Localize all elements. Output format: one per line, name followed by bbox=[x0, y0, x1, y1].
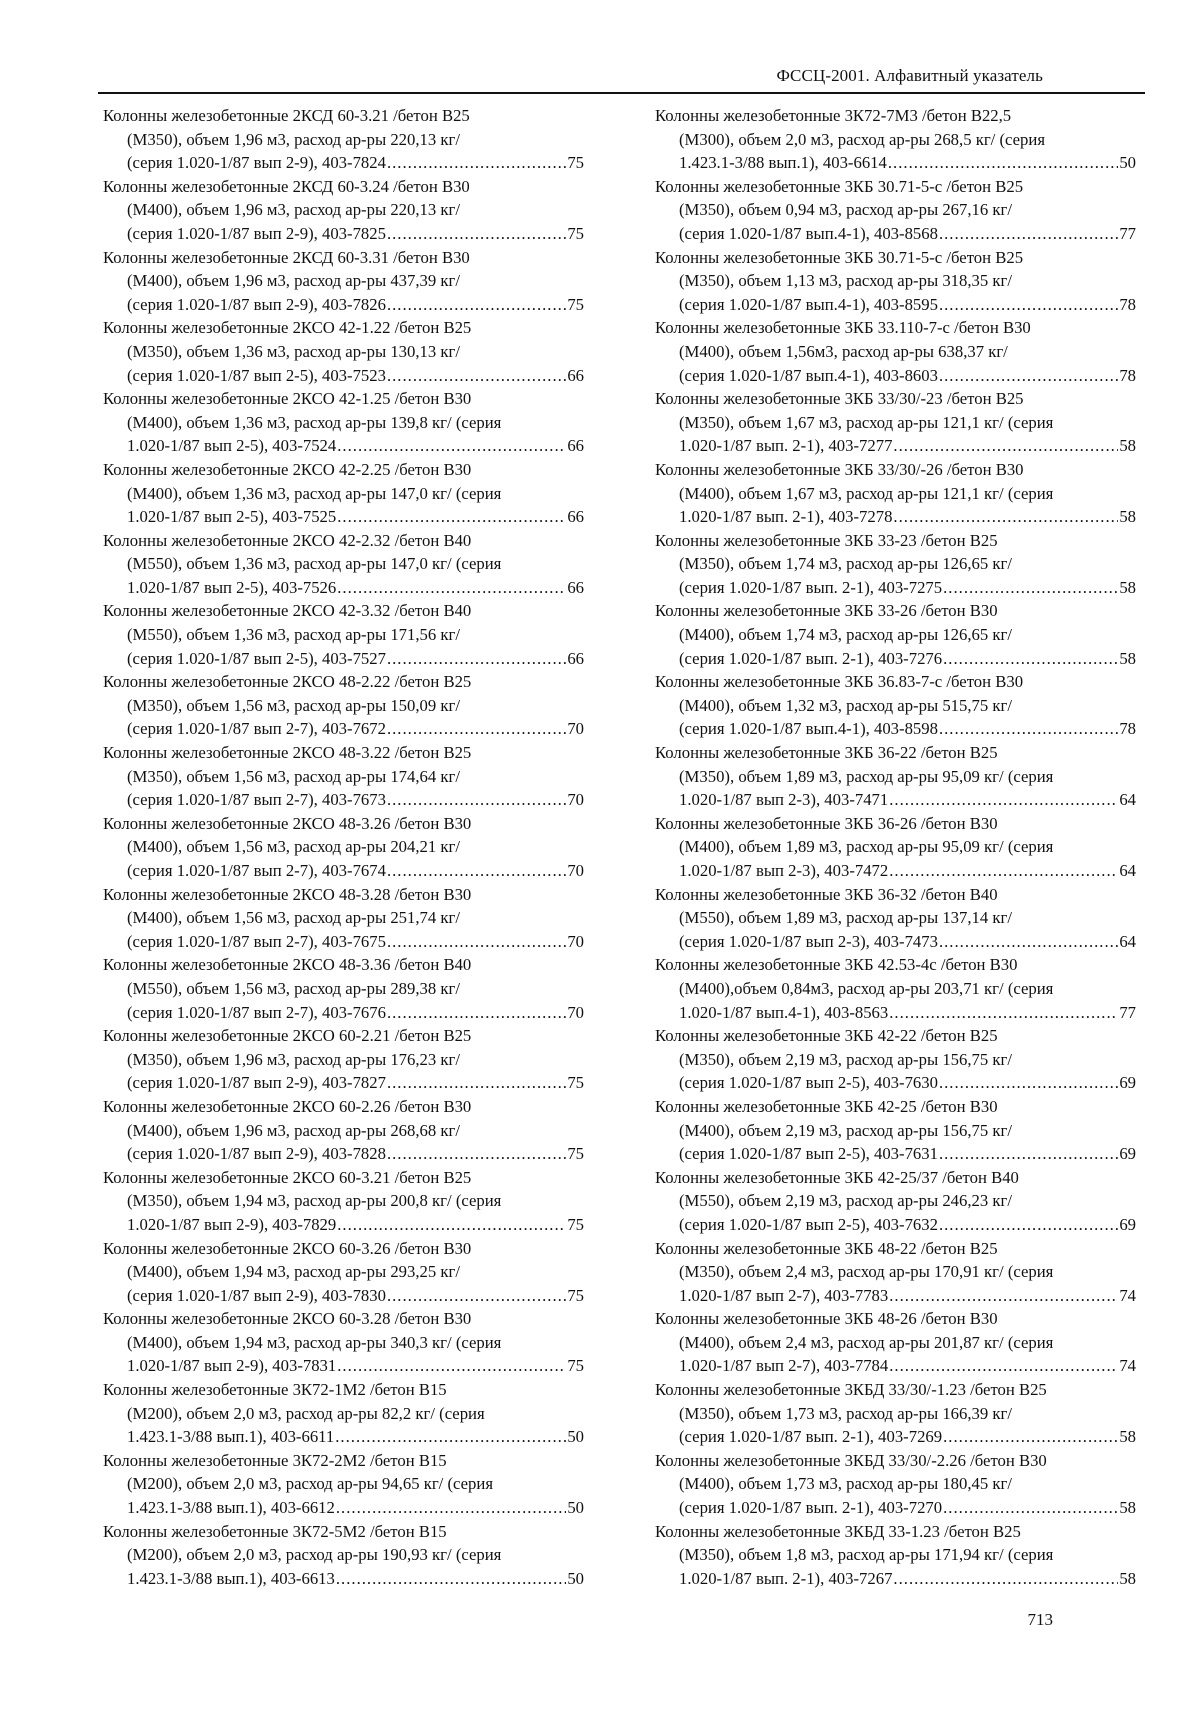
entry-line: (М400), объем 1,32 м3, расход ар-ры 515,75 кг/ bbox=[679, 695, 1012, 715]
dot-leader bbox=[387, 647, 566, 671]
entry-line: (М400), объем 1,56 м3, расход ар-ры 204,21 кг/ bbox=[127, 837, 460, 857]
index-entry bbox=[103, 1307, 584, 1378]
dot-leader bbox=[387, 151, 566, 175]
index-entry bbox=[103, 246, 584, 317]
dot-leader bbox=[337, 505, 566, 529]
entry-reference: 1.020-1/87 вып. 2-1), 403-7277 bbox=[679, 436, 893, 456]
entry-line: Колонны железобетонные 3КБ 36-26 /бетон В30 bbox=[655, 813, 998, 833]
entry-page-number: 58 bbox=[1119, 507, 1136, 527]
entry-last-line bbox=[655, 1284, 1136, 1308]
entry-line: (М200), объем 2,0 м3, расход ар-ры 190,93 кг/ (серия bbox=[127, 1545, 502, 1565]
entry-line: Колонны железобетонные 2КСО 42-1.22 /бетон В25 bbox=[103, 318, 472, 338]
entry-last-line bbox=[655, 576, 1136, 600]
entry-reference: (серия 1.020-1/87 вып 2-7), 403-7672 bbox=[127, 719, 386, 739]
entry-reference: (серия 1.020-1/87 вып 2-7), 403-7673 bbox=[127, 790, 386, 810]
entry-line: (М400), объем 1,56 м3, расход ар-ры 251,74 кг/ bbox=[127, 908, 460, 928]
dot-leader bbox=[939, 293, 1118, 317]
entry-page-number: 74 bbox=[1119, 1285, 1136, 1305]
index-entry bbox=[655, 599, 1136, 670]
entry-line: (М350), объем 1,96 м3, расход ар-ры 176,23 кг/ bbox=[127, 1049, 460, 1069]
entry-last-line bbox=[103, 1142, 584, 1166]
entry-page-number: 78 bbox=[1119, 719, 1136, 739]
entry-last-line bbox=[655, 151, 1136, 175]
dot-leader bbox=[387, 364, 566, 388]
entry-page-number: 78 bbox=[1119, 365, 1136, 385]
entry-reference: (серия 1.020-1/87 вып. 2-1), 403-7275 bbox=[679, 577, 943, 597]
entry-line: (М300), объем 2,0 м3, расход ар-ры 268,5 кг/ (серия bbox=[679, 129, 1045, 149]
entry-last-line bbox=[103, 1354, 584, 1378]
entry-line: Колонны железобетонные 2КСД 60-3.31 /бетон В30 bbox=[103, 247, 470, 267]
entry-line: Колонны железобетонные 3КБ 36-22 /бетон В25 bbox=[655, 743, 998, 763]
entry-last-line bbox=[103, 1071, 584, 1095]
dot-leader bbox=[889, 859, 1118, 883]
dot-leader bbox=[387, 222, 566, 246]
entry-reference: (серия 1.020-1/87 вып 2-5), 403-7631 bbox=[679, 1144, 938, 1164]
entry-line: Колонны железобетонные 3К72-7М3 /бетон В22,5 bbox=[655, 106, 1012, 125]
dot-leader bbox=[939, 1213, 1118, 1237]
dot-leader bbox=[387, 1001, 566, 1025]
entry-last-line bbox=[103, 788, 584, 812]
entry-line: (М400), объем 1,96 м3, расход ар-ры 220,13 кг/ bbox=[127, 200, 460, 220]
entry-page-number: 70 bbox=[567, 931, 584, 951]
dot-leader bbox=[387, 1071, 566, 1095]
entry-line: (М350), объем 1,56 м3, расход ар-ры 174,64 кг/ bbox=[127, 766, 460, 786]
dot-leader bbox=[387, 293, 566, 317]
entry-page-number: 70 bbox=[567, 861, 584, 880]
entry-line: (М550), объем 1,89 м3, расход ар-ры 137,14 кг/ bbox=[679, 908, 1012, 928]
entry-reference: (серия 1.020-1/87 вып 2-7), 403-7675 bbox=[127, 931, 386, 951]
entry-last-line bbox=[103, 1284, 584, 1308]
index-entry bbox=[655, 1307, 1136, 1378]
entry-line: (М400), объем 1,96 м3, расход ар-ры 268,68 кг/ bbox=[127, 1120, 460, 1140]
entry-line: Колонны железобетонные 2КСО 60-3.26 /бетон В30 bbox=[103, 1238, 472, 1258]
entry-page-number: 50 bbox=[567, 1427, 584, 1447]
entry-last-line bbox=[103, 505, 584, 529]
entry-line: Колонны железобетонные 2КСО 42-2.25 /бетон В30 bbox=[103, 459, 472, 479]
entry-page-number: 69 bbox=[1119, 1144, 1136, 1164]
entry-page-number: 66 bbox=[567, 577, 584, 597]
dot-leader bbox=[939, 222, 1118, 246]
entry-reference: 1.423.1-3/88 вып.1), 403-6613 bbox=[127, 1568, 335, 1588]
index-entry bbox=[655, 1166, 1136, 1237]
entry-line: Колонны железобетонные 2КСО 48-3.28 /бетон В30 bbox=[103, 884, 472, 904]
entry-line: (М200), объем 2,0 м3, расход ар-ры 82,2 кг/ (серия bbox=[127, 1403, 485, 1423]
index-entry bbox=[103, 104, 584, 175]
index-entry bbox=[103, 1166, 584, 1237]
entry-last-line bbox=[103, 1213, 584, 1237]
entry-line: Колонны железобетонные 3КБД 33/30/-1.23 /бетон В25 bbox=[655, 1380, 1047, 1400]
entry-last-line bbox=[655, 293, 1136, 317]
entry-page-number: 75 bbox=[567, 294, 584, 314]
entry-line: (М400), объем 2,4 м3, расход ар-ры 201,87 кг/ (серия bbox=[679, 1332, 1054, 1352]
entry-reference: 1.020-1/87 вып. 2-1), 403-7278 bbox=[679, 507, 893, 527]
index-entry bbox=[655, 387, 1136, 458]
entry-line: (М350), объем 1,56 м3, расход ар-ры 150,09 кг/ bbox=[127, 695, 460, 715]
entry-reference: (серия 1.020-1/87 вып 2-5), 403-7630 bbox=[679, 1073, 938, 1093]
dot-leader bbox=[943, 576, 1118, 600]
dot-leader bbox=[387, 717, 566, 741]
dot-leader bbox=[889, 1284, 1118, 1308]
entry-line: (М550), объем 2,19 м3, расход ар-ры 246,23 кг/ bbox=[679, 1191, 1012, 1211]
entry-line: Колонны железобетонные 3КБ 42-25 /бетон В30 bbox=[655, 1096, 998, 1116]
entry-line: (М400), объем 2,19 м3, расход ар-ры 156,75 кг/ bbox=[679, 1120, 1012, 1140]
entry-last-line bbox=[655, 505, 1136, 529]
index-entry bbox=[103, 175, 584, 246]
entry-line: (М400), объем 1,94 м3, расход ар-ры 340,3 кг/ (серия bbox=[127, 1332, 502, 1352]
entry-reference: 1.020-1/87 вып 2-3), 403-7472 bbox=[679, 861, 889, 880]
entry-line: (М350), объем 1,8 м3, расход ар-ры 171,94 кг/ (серия bbox=[679, 1545, 1054, 1565]
left-column bbox=[103, 104, 584, 1590]
entry-reference: (серия 1.020-1/87 вып 2-7), 403-7674 bbox=[127, 861, 386, 880]
entry-page-number: 50 bbox=[567, 1498, 584, 1518]
index-entry bbox=[655, 1378, 1136, 1449]
index-entry bbox=[655, 812, 1136, 883]
entry-reference: (серия 1.020-1/87 вып 2-9), 403-7827 bbox=[127, 1073, 386, 1093]
entry-last-line bbox=[655, 1001, 1136, 1025]
entry-reference: (серия 1.020-1/87 вып.4-1), 403-8598 bbox=[679, 719, 938, 739]
entry-last-line bbox=[655, 1071, 1136, 1095]
dot-leader bbox=[888, 151, 1118, 175]
index-entry bbox=[103, 1095, 584, 1166]
entry-reference: 1.020-1/87 вып 2-5), 403-7526 bbox=[127, 577, 337, 597]
entry-line: (М350), объем 1,67 м3, расход ар-ры 121,1 кг/ (серия bbox=[679, 412, 1054, 432]
entry-page-number: 50 bbox=[567, 1568, 584, 1588]
entry-page-number: 66 bbox=[567, 648, 584, 668]
entry-line: Колонны железобетонные 2КСО 42-3.32 /бетон В40 bbox=[103, 601, 472, 621]
entry-last-line bbox=[103, 222, 584, 246]
entry-last-line bbox=[655, 859, 1136, 883]
entry-line: Колонны железобетонные 3КБ 33/30/-23 /бетон В25 bbox=[655, 389, 1024, 409]
entry-page-number: 69 bbox=[1119, 1073, 1136, 1093]
index-entry bbox=[103, 316, 584, 387]
entry-line: (М350), объем 1,73 м3, расход ар-ры 166,39 кг/ bbox=[679, 1403, 1012, 1423]
entry-line: Колонны железобетонные 3КБ 48-26 /бетон В30 bbox=[655, 1309, 998, 1329]
entry-line: (М200), объем 2,0 м3, расход ар-ры 94,65 кг/ (серия bbox=[127, 1474, 493, 1494]
entry-line: (М400), объем 1,67 м3, расход ар-ры 121,1 кг/ (серия bbox=[679, 483, 1054, 503]
entry-last-line bbox=[103, 1001, 584, 1025]
entry-reference: (серия 1.020-1/87 вып.4-1), 403-8568 bbox=[679, 223, 938, 243]
entry-page-number: 70 bbox=[567, 790, 584, 810]
entry-reference: (серия 1.020-1/87 вып.4-1), 403-8603 bbox=[679, 365, 938, 385]
entry-page-number: 50 bbox=[1119, 153, 1136, 173]
entry-line: Колонны железобетонные 3КБ 30.71-5-с /бетон В25 bbox=[655, 247, 1024, 267]
dot-leader bbox=[337, 1213, 566, 1237]
header-title: ФССЦ-2001. Алфавитный указатель bbox=[776, 66, 1043, 85]
entry-reference: 1.020-1/87 вып 2-5), 403-7524 bbox=[127, 436, 337, 456]
entry-last-line bbox=[103, 647, 584, 671]
entry-line: Колонны железобетонные 2КСО 42-2.32 /бетон В40 bbox=[103, 530, 472, 550]
dot-leader bbox=[335, 1425, 566, 1449]
index-entry bbox=[655, 1237, 1136, 1308]
entry-line: (М550), объем 1,36 м3, расход ар-ры 171,56 кг/ bbox=[127, 625, 460, 645]
index-entry bbox=[103, 741, 584, 812]
entry-last-line bbox=[103, 859, 584, 883]
dot-leader bbox=[939, 1071, 1118, 1095]
entry-reference: (серия 1.020-1/87 вып. 2-1), 403-7269 bbox=[679, 1427, 943, 1447]
entry-reference: (серия 1.020-1/87 вып 2-9), 403-7830 bbox=[127, 1285, 386, 1305]
dot-leader bbox=[889, 788, 1118, 812]
index-entry bbox=[103, 1024, 584, 1095]
entry-line: (М350), объем 1,96 м3, расход ар-ры 220,13 кг/ bbox=[127, 129, 460, 149]
index-entry bbox=[655, 1520, 1136, 1591]
dot-leader bbox=[337, 1354, 566, 1378]
index-entry bbox=[655, 246, 1136, 317]
entry-page-number: 75 bbox=[567, 1285, 584, 1305]
dot-leader bbox=[943, 1425, 1118, 1449]
entry-reference: 1.423.1-3/88 вып.1), 403-6614 bbox=[679, 153, 887, 173]
entry-page-number: 70 bbox=[567, 1002, 584, 1022]
entry-line: (М400), объем 1,36 м3, расход ар-ры 147,0 кг/ (серия bbox=[127, 483, 502, 503]
entry-line: Колонны железобетонные 3КБД 33/30/-2.26 /бетон В30 bbox=[655, 1450, 1047, 1470]
entry-line: Колонны железобетонные 2КСО 48-3.36 /бетон В40 bbox=[103, 955, 472, 975]
entry-line: (М400), объем 1,56м3, расход ар-ры 638,37 кг/ bbox=[679, 341, 1008, 361]
entry-reference: (серия 1.020-1/87 вып 2-5), 403-7632 bbox=[679, 1214, 938, 1234]
entry-last-line bbox=[655, 1425, 1136, 1449]
index-entry bbox=[103, 883, 584, 954]
entry-reference: 1.020-1/87 вып. 2-1), 403-7267 bbox=[679, 1568, 893, 1588]
entry-last-line bbox=[103, 576, 584, 600]
index-entry bbox=[655, 1449, 1136, 1520]
entry-page-number: 64 bbox=[1119, 790, 1136, 810]
entry-reference: 1.020-1/87 вып 2-5), 403-7525 bbox=[127, 507, 337, 527]
entry-last-line bbox=[103, 151, 584, 175]
index-entry bbox=[103, 529, 584, 600]
entry-page-number: 75 bbox=[567, 1073, 584, 1093]
entry-page-number: 75 bbox=[567, 1214, 584, 1234]
entry-line: (М350), объем 1,94 м3, расход ар-ры 200,8 кг/ (серия bbox=[127, 1191, 502, 1211]
entry-page-number: 66 bbox=[567, 507, 584, 527]
entry-line: Колонны железобетонные 3КБ 33/30/-26 /бетон В30 bbox=[655, 459, 1024, 479]
index-entry bbox=[655, 1095, 1136, 1166]
entry-page-number: 75 bbox=[567, 1144, 584, 1164]
entry-line: (М350), объем 2,19 м3, расход ар-ры 156,75 кг/ bbox=[679, 1049, 1012, 1069]
entry-line: (М350), объем 1,74 м3, расход ар-ры 126,65 кг/ bbox=[679, 554, 1012, 574]
entry-line: Колонны железобетонные 2КСО 60-3.21 /бетон В25 bbox=[103, 1167, 472, 1187]
entry-line: (М400), объем 1,73 м3, расход ар-ры 180,45 кг/ bbox=[679, 1474, 1012, 1494]
entry-last-line bbox=[103, 1567, 584, 1591]
entry-line: (М400), объем 1,74 м3, расход ар-ры 126,65 кг/ bbox=[679, 625, 1012, 645]
entry-page-number: 58 bbox=[1119, 577, 1136, 597]
entry-reference: 1.020-1/87 вып 2-3), 403-7471 bbox=[679, 790, 889, 810]
dot-leader bbox=[336, 1567, 566, 1591]
index-entry bbox=[103, 387, 584, 458]
entry-line: Колонны железобетонные 3КБ 33.110-7-с /бетон В30 bbox=[655, 318, 1031, 338]
entry-last-line bbox=[655, 647, 1136, 671]
entry-line: (М350), объем 1,89 м3, расход ар-ры 95,09 кг/ (серия bbox=[679, 766, 1054, 786]
entry-page-number: 77 bbox=[1119, 223, 1136, 243]
entry-line: Колонны железобетонные 3КБ 42.53-4с /бетон В30 bbox=[655, 955, 1018, 975]
dot-leader bbox=[943, 1496, 1118, 1520]
entry-line: Колонны железобетонные 2КСО 60-2.21 /бетон В25 bbox=[103, 1026, 472, 1046]
dot-leader bbox=[943, 647, 1118, 671]
entry-line: Колонны железобетонные 3КБ 30.71-5-с /бетон В25 bbox=[655, 176, 1024, 196]
entry-line: Колонны железобетонные 3КБ 33-26 /бетон В30 bbox=[655, 601, 998, 621]
entry-last-line bbox=[655, 930, 1136, 954]
entry-reference: (серия 1.020-1/87 вып 2-9), 403-7826 bbox=[127, 294, 386, 314]
entry-line: Колонны железобетонные 2КСД 60-3.24 /бетон В30 bbox=[103, 176, 470, 196]
entry-page-number: 75 bbox=[567, 223, 584, 243]
entry-last-line bbox=[103, 717, 584, 741]
dot-leader bbox=[893, 1567, 1118, 1591]
entry-page-number: 64 bbox=[1119, 931, 1136, 951]
index-entry bbox=[103, 670, 584, 741]
entry-last-line bbox=[655, 1213, 1136, 1237]
page-number: 713 bbox=[1027, 1610, 1053, 1629]
entry-page-number: 58 bbox=[1119, 436, 1136, 456]
entry-page-number: 78 bbox=[1119, 294, 1136, 314]
entry-line: Колонны железобетонные 3К72-5М2 /бетон В15 bbox=[103, 1521, 447, 1541]
index-entry bbox=[655, 529, 1136, 600]
entry-line: Колонны железобетонные 3КБ 36-32 /бетон В40 bbox=[655, 884, 998, 904]
entry-page-number: 58 bbox=[1119, 1427, 1136, 1447]
entry-reference: 1.020-1/87 вып 2-9), 403-7829 bbox=[127, 1214, 337, 1234]
index-entry bbox=[103, 812, 584, 883]
entry-page-number: 64 bbox=[1119, 861, 1136, 880]
header-rule bbox=[98, 92, 1145, 94]
dot-leader bbox=[387, 1142, 566, 1166]
index-entry bbox=[103, 1237, 584, 1308]
entry-last-line bbox=[655, 788, 1136, 812]
entry-line: Колонны железобетонные 3К72-1М2 /бетон В15 bbox=[103, 1380, 447, 1400]
index-entry bbox=[103, 599, 584, 670]
entry-last-line bbox=[655, 364, 1136, 388]
dot-leader bbox=[387, 788, 566, 812]
entry-line: (М400), объем 1,96 м3, расход ар-ры 437,39 кг/ bbox=[127, 271, 460, 291]
entry-line: Колонны железобетонные 2КСО 42-1.25 /бетон В30 bbox=[103, 389, 472, 409]
entry-line: (М550), объем 1,56 м3, расход ар-ры 289,38 кг/ bbox=[127, 978, 460, 998]
entry-line: Колонны железобетонные 3КБ 42-22 /бетон В25 bbox=[655, 1026, 998, 1046]
dot-leader bbox=[337, 434, 566, 458]
entry-last-line bbox=[655, 222, 1136, 246]
entry-last-line bbox=[655, 717, 1136, 741]
entry-page-number: 66 bbox=[567, 436, 584, 456]
entry-last-line bbox=[655, 1496, 1136, 1520]
index-entry bbox=[655, 883, 1136, 954]
entry-line: (М400),объем 0,84м3, расход ар-ры 203,71 кг/ (серия bbox=[679, 978, 1054, 998]
entry-line: (М350), объем 1,13 м3, расход ар-ры 318,35 кг/ bbox=[679, 271, 1012, 291]
entry-line: (М350), объем 2,4 м3, расход ар-ры 170,91 кг/ (серия bbox=[679, 1262, 1054, 1282]
entry-page-number: 74 bbox=[1119, 1356, 1136, 1376]
index-entry bbox=[655, 670, 1136, 741]
entry-line: (М400), объем 1,89 м3, расход ар-ры 95,09 кг/ (серия bbox=[679, 837, 1054, 857]
entry-last-line bbox=[103, 364, 584, 388]
entry-page-number: 70 bbox=[567, 719, 584, 739]
entry-line: Колонны железобетонные 2КСД 60-3.21 /бетон В25 bbox=[103, 106, 470, 125]
dot-leader bbox=[387, 859, 566, 883]
entry-reference: 1.423.1-3/88 вып.1), 403-6611 bbox=[127, 1427, 335, 1447]
dot-leader bbox=[336, 1496, 566, 1520]
entry-reference: (серия 1.020-1/87 вып 2-9), 403-7825 bbox=[127, 223, 386, 243]
entry-reference: (серия 1.020-1/87 вып 2-5), 403-7527 bbox=[127, 648, 386, 668]
index-entry bbox=[655, 1024, 1136, 1095]
entry-line: Колонны железобетонные 3КБ 48-22 /бетон В25 bbox=[655, 1238, 998, 1258]
index-entry bbox=[103, 953, 584, 1024]
entry-reference: (серия 1.020-1/87 вып 2-7), 403-7676 bbox=[127, 1002, 386, 1022]
dot-leader bbox=[893, 505, 1118, 529]
entry-line: (М400), объем 1,36 м3, расход ар-ры 139,8 кг/ (серия bbox=[127, 412, 502, 432]
entry-page-number: 58 bbox=[1119, 1498, 1136, 1518]
index-entry bbox=[655, 458, 1136, 529]
entry-reference: 1.020-1/87 вып 2-9), 403-7831 bbox=[127, 1356, 337, 1376]
index-entry bbox=[655, 175, 1136, 246]
dot-leader bbox=[387, 1284, 566, 1308]
entry-reference: (серия 1.020-1/87 вып.4-1), 403-8595 bbox=[679, 294, 938, 314]
dot-leader bbox=[939, 717, 1118, 741]
index-entry bbox=[103, 1449, 584, 1520]
dot-leader bbox=[889, 1001, 1118, 1025]
index-entry bbox=[655, 741, 1136, 812]
dot-leader bbox=[337, 576, 566, 600]
index-entry bbox=[103, 1520, 584, 1591]
entry-reference: (серия 1.020-1/87 вып. 2-1), 403-7276 bbox=[679, 648, 943, 668]
dot-leader bbox=[387, 930, 566, 954]
entry-line: Колонны железобетонные 3КБ 42-25/37 /бетон В40 bbox=[655, 1167, 1019, 1187]
entry-last-line bbox=[103, 434, 584, 458]
entry-line: (М550), объем 1,36 м3, расход ар-ры 147,0 кг/ (серия bbox=[127, 554, 502, 574]
entry-line: (М350), объем 0,94 м3, расход ар-ры 267,16 кг/ bbox=[679, 200, 1012, 220]
entry-reference: (серия 1.020-1/87 вып 2-9), 403-7824 bbox=[127, 153, 386, 173]
entry-reference: 1.423.1-3/88 вып.1), 403-6612 bbox=[127, 1498, 335, 1518]
entry-line: (М400), объем 1,94 м3, расход ар-ры 293,25 кг/ bbox=[127, 1262, 460, 1282]
entry-reference: (серия 1.020-1/87 вып 2-9), 403-7828 bbox=[127, 1144, 386, 1164]
entry-last-line bbox=[655, 434, 1136, 458]
entry-page-number: 75 bbox=[567, 1356, 584, 1376]
entry-line: (М350), объем 1,36 м3, расход ар-ры 130,13 кг/ bbox=[127, 341, 460, 361]
entry-line: Колонны железобетонные 3КБД 33-1.23 /бетон В25 bbox=[655, 1521, 1021, 1541]
dot-leader bbox=[939, 930, 1118, 954]
entry-last-line bbox=[103, 930, 584, 954]
index-entry bbox=[655, 104, 1136, 175]
entry-page-number: 66 bbox=[567, 365, 584, 385]
entry-reference: 1.020-1/87 вып.4-1), 403-8563 bbox=[679, 1002, 889, 1022]
entry-page-number: 58 bbox=[1119, 648, 1136, 668]
entry-page-number: 58 bbox=[1119, 1568, 1136, 1588]
entry-last-line bbox=[655, 1142, 1136, 1166]
index-entry bbox=[103, 458, 584, 529]
index-entry bbox=[655, 953, 1136, 1024]
dot-leader bbox=[893, 434, 1118, 458]
entry-last-line bbox=[655, 1354, 1136, 1378]
entry-line: Колонны железобетонные 2КСО 48-3.26 /бетон В30 bbox=[103, 813, 472, 833]
entry-reference: 1.020-1/87 вып 2-7), 403-7783 bbox=[679, 1285, 889, 1305]
dot-leader bbox=[939, 1142, 1118, 1166]
entry-last-line bbox=[103, 1496, 584, 1520]
entry-last-line bbox=[103, 1425, 584, 1449]
dot-leader bbox=[939, 364, 1118, 388]
entry-page-number: 77 bbox=[1119, 1002, 1136, 1022]
entry-last-line bbox=[103, 293, 584, 317]
index-entry bbox=[103, 1378, 584, 1449]
entry-line: Колонны железобетонные 2КСО 48-2.22 /бетон В25 bbox=[103, 672, 472, 692]
entry-line: Колонны железобетонные 3К72-2М2 /бетон В15 bbox=[103, 1450, 447, 1470]
entry-reference: (серия 1.020-1/87 вып. 2-1), 403-7270 bbox=[679, 1498, 943, 1518]
right-column bbox=[655, 104, 1136, 1590]
entry-reference: (серия 1.020-1/87 вып 2-3), 403-7473 bbox=[679, 931, 938, 951]
index-entry bbox=[655, 316, 1136, 387]
entry-line: Колонны железобетонные 2КСО 60-2.26 /бетон В30 bbox=[103, 1096, 472, 1116]
entry-page-number: 69 bbox=[1119, 1214, 1136, 1234]
entry-reference: (серия 1.020-1/87 вып 2-5), 403-7523 bbox=[127, 365, 386, 385]
entry-line: Колонны железобетонные 3КБ 36.83-7-с /бетон В30 bbox=[655, 672, 1024, 692]
entry-reference: 1.020-1/87 вып 2-7), 403-7784 bbox=[679, 1356, 889, 1376]
entry-page-number: 75 bbox=[567, 153, 584, 173]
dot-leader bbox=[889, 1354, 1118, 1378]
entry-line: Колонны железобетонные 2КСО 60-3.28 /бетон В30 bbox=[103, 1309, 472, 1329]
entry-line: Колонны железобетонные 2КСО 48-3.22 /бетон В25 bbox=[103, 743, 472, 763]
entry-line: Колонны железобетонные 3КБ 33-23 /бетон В25 bbox=[655, 530, 998, 550]
entry-last-line bbox=[655, 1567, 1136, 1591]
